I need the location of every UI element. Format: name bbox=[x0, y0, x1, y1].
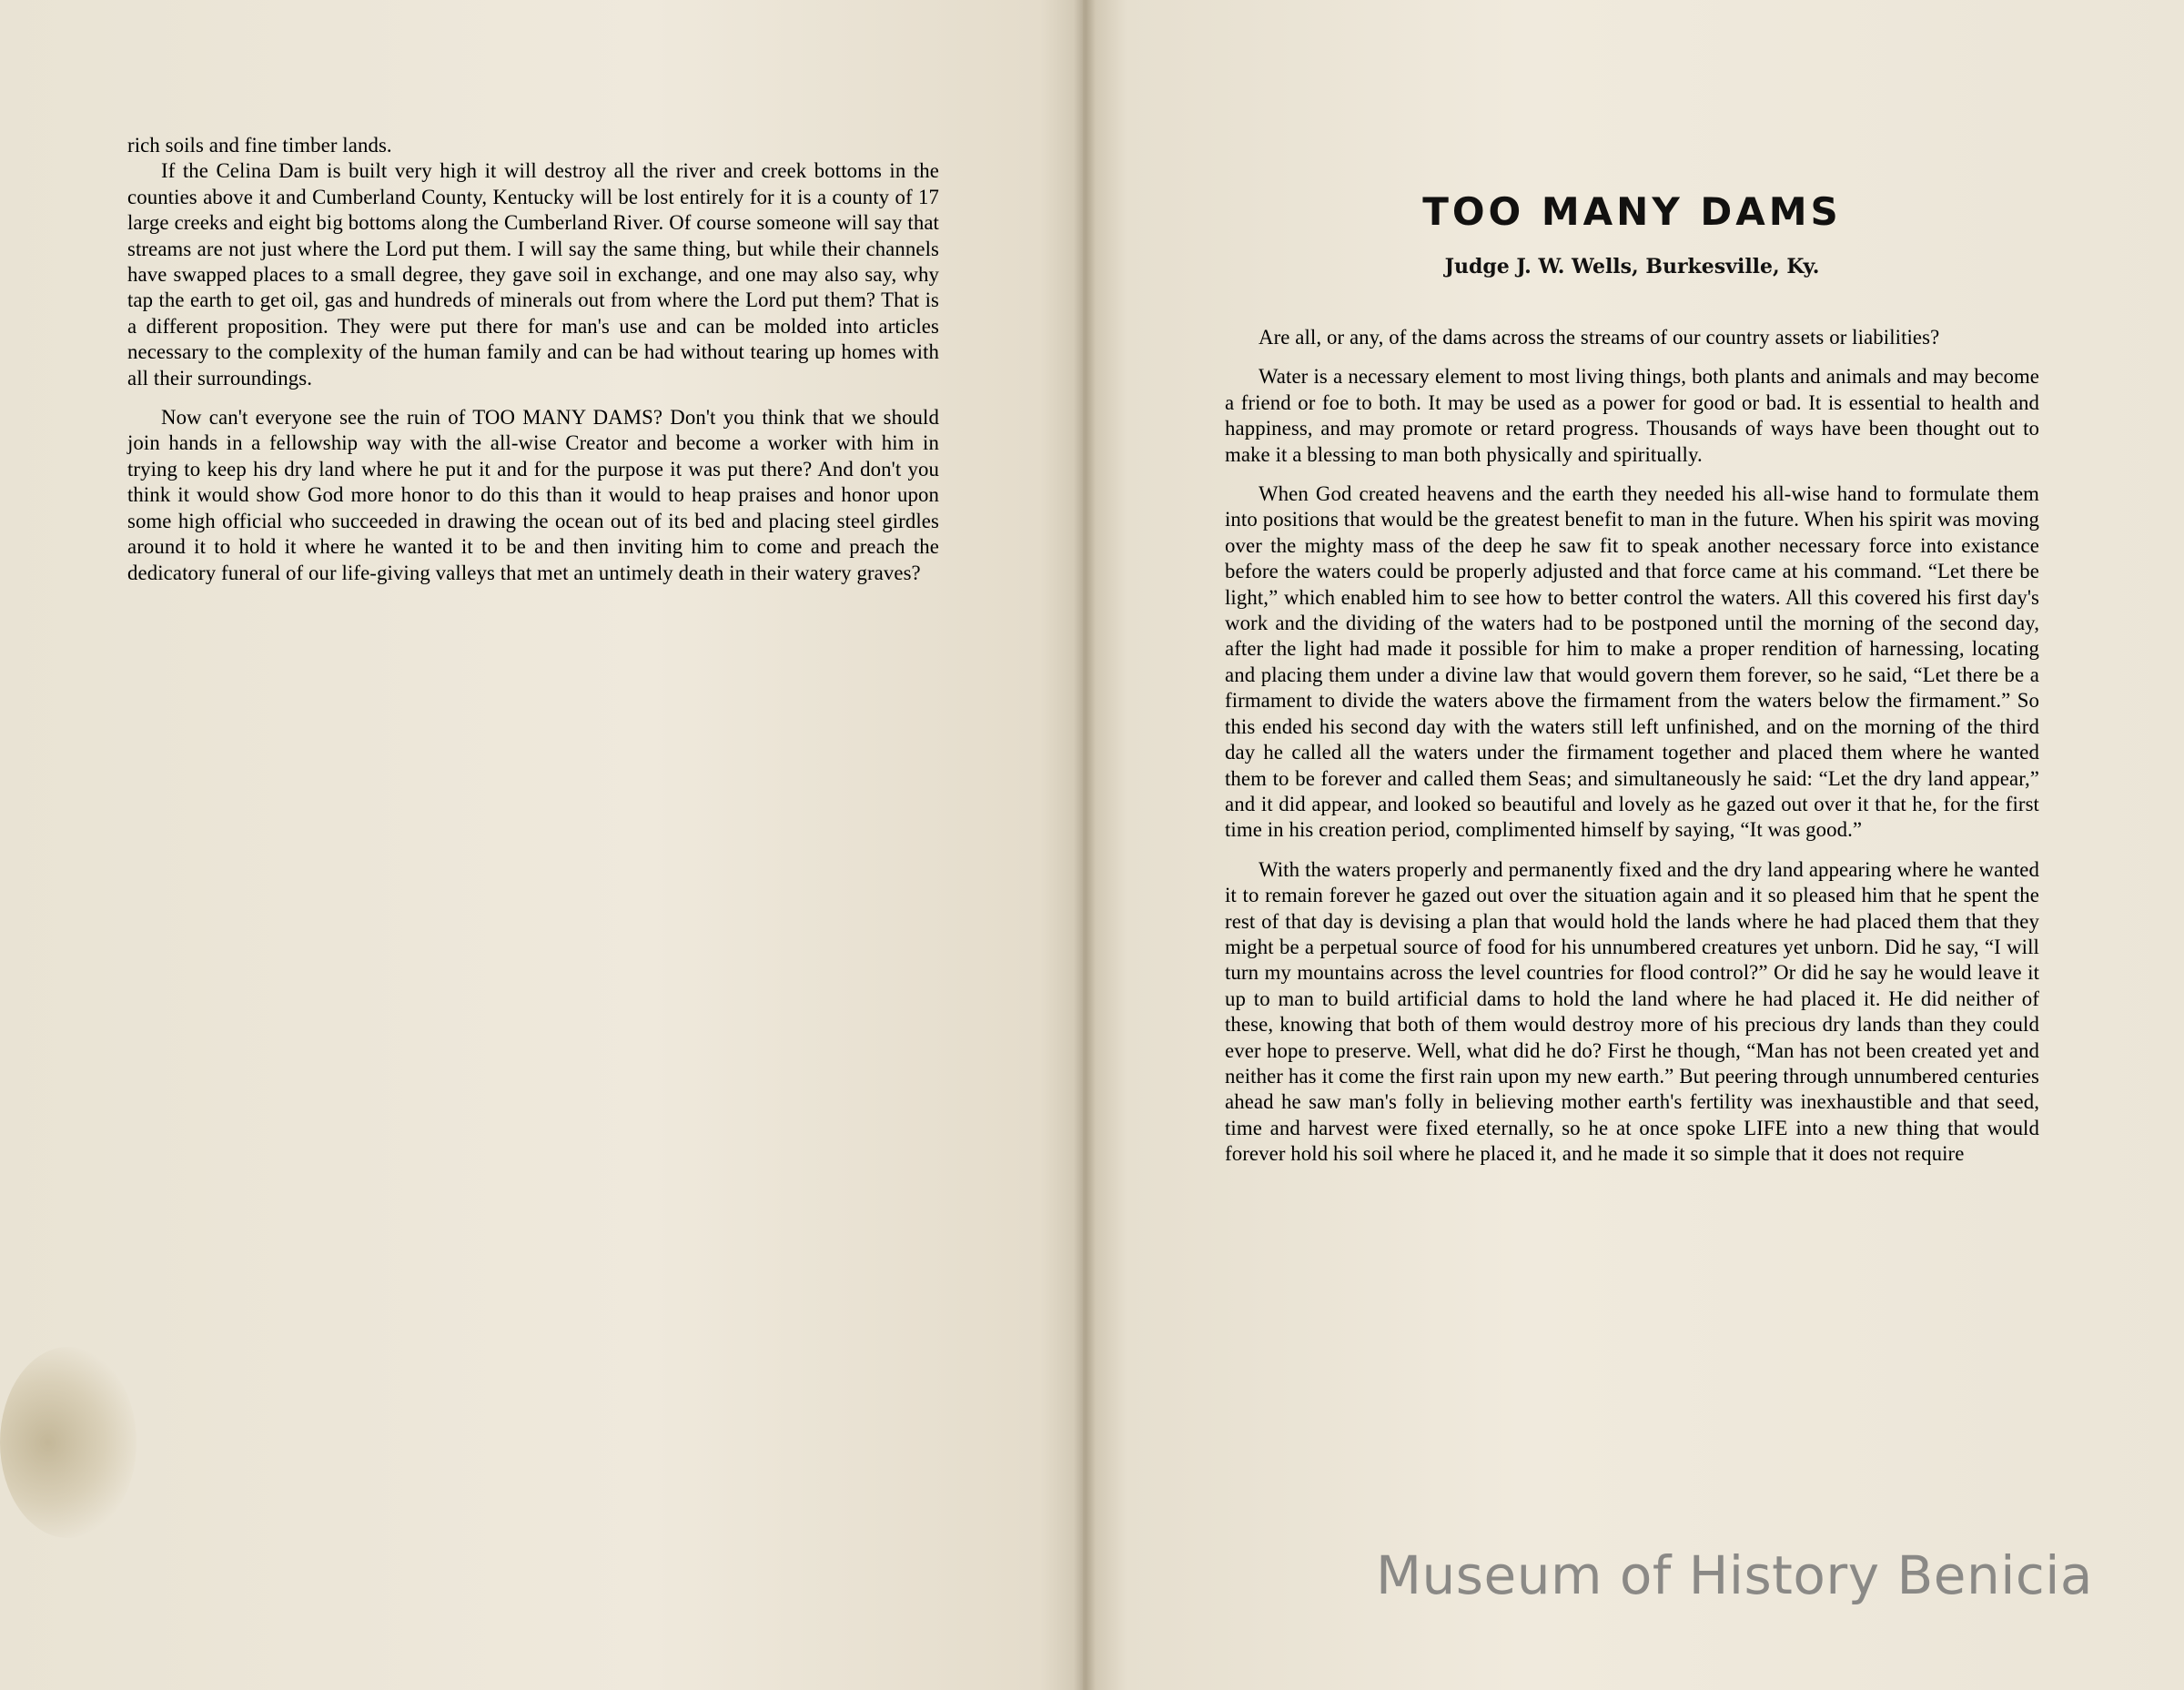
left-paragraph-1: rich soils and fine timber lands. bbox=[127, 134, 392, 157]
right-paragraph-1: Are all, or any, of the dams across the streams of our country assets or liabilities? bbox=[1259, 326, 1940, 349]
water-stain bbox=[0, 1347, 136, 1538]
right-paragraph-2: Water is a necessary element to most living things, both plants and animals and may become a friend or foe to both. It may be used as a power for good or bad. It is essential to health and happiness, and may promote or retard progress. Thousands of ways have been thought out to make it a blessing to man both physically and spiritually. bbox=[1225, 365, 2039, 466]
article-title: TOO MANY DAMS bbox=[1422, 189, 1842, 234]
article-byline: Judge J. W. Wells, Burkesville, Ky. bbox=[1444, 255, 1820, 278]
right-paragraph-4: With the waters properly and permanently fixed and the dry land appearing where he wanted it to remain forever he gazed out over the situation again and it so pleased him that he spent the rest of that day is devising a plan that would hold the lands where he had placed them that they might be a perpetual source of food for his unnumbered creatures yet unborn. Did he say, “I will turn my mountains across the level countries for flood control?” Or did he say he would leave it up to man to build artificial dams to hold the land where he had placed it. He did neither of these, knowing that both of them would destroy more of his precious dry lands than they could ever hope to preserve. Well, what did he do? First he though, “Man has not been created yet and neither has it come the first rain upon my new earth.” But peering through unnumbered centuries ahead he saw man's folly in believing mother earth's fertility was inexhaustible and that seed, time and harvest were fixed eternally, so he at once spoke LIFE into a new thing that would forever hold his soil where he placed it, and he made it so simple that it does not require bbox=[1225, 857, 2039, 1166]
left-paragraph-3: Now can't everyone see the ruin of TOO MANY DAMS? Don't you think that we should join hands in a fellowship way with the all-wise Creator and become a worker with him in trying to keep his dry land where he put it and for the purpose it was put there? And don't you think it would show God more honor to do this than it would to heap praises and honor upon some high official who succeeded in drawing the ocean out of its bed and placing steel girdles around it to hold it where he wanted it to be and then inviting him to come and preach the dedicatory funeral of our life-giving valleys that met an untimely death in their watery graves? bbox=[127, 406, 939, 584]
right-paragraph-3: When God created heavens and the earth they needed his all-wise hand to formulate them into positions that would be the greatest benefit to man in the future. When his spirit was moving over the mighty mass of the deep he saw fit to speak another necessary force into existance before the waters could be properly adjusted and that force came at his command. “Let there be light,” which enabled him to see how to better control the waters. All this covered his first day's work and the dividing of the waters had to be postponed until the morning of the second day, after the light had made it possible for him to make a proper rendition of harnessing, locating and placing them under a divine law that would govern them forever, so he said, “Let there be a firmament to divide the waters above the firmament from the waters below the firmament.” So this ended his second day with the waters still left unfinished, and on the morning of the third day he called all the waters under the firmament together and placed them where he wanted them to be forever and called them Seas; and simultaneously he said: “Let the dry land appear,” and it did appear, and looked so beautiful and lovely as he gazed out over it that he, for the first time in his creation period, complimented himself by saying, “It was good.” bbox=[1225, 482, 2039, 842]
right-page-text bbox=[1225, 325, 2039, 1168]
museum-watermark: Museum of History Benicia bbox=[1376, 1544, 2093, 1606]
left-page-text bbox=[127, 133, 939, 586]
page-fold bbox=[1074, 0, 1096, 1690]
left-paragraph-2: If the Celina Dam is built very high it will destroy all the river and creek bottoms in the counties above it and Cumberland County, Kentucky will be lost entirely for it is a county of 17 large creeks and eight big bottoms along the Cumberland River. Of course someone will say that streams are not just where the Lord put them. I will say the same thing, but while their channels have swapped places to a small degree, they gave soil in exchange, and one may also say, why tap the earth to get oil, gas and hundreds of minerals out from where the Lord put them? That is a different proposition. They were put there for man's use and can be molded into articles necessary to the complexity of the human family and can be had without tearing up homes with all their surroundings. bbox=[127, 159, 939, 390]
